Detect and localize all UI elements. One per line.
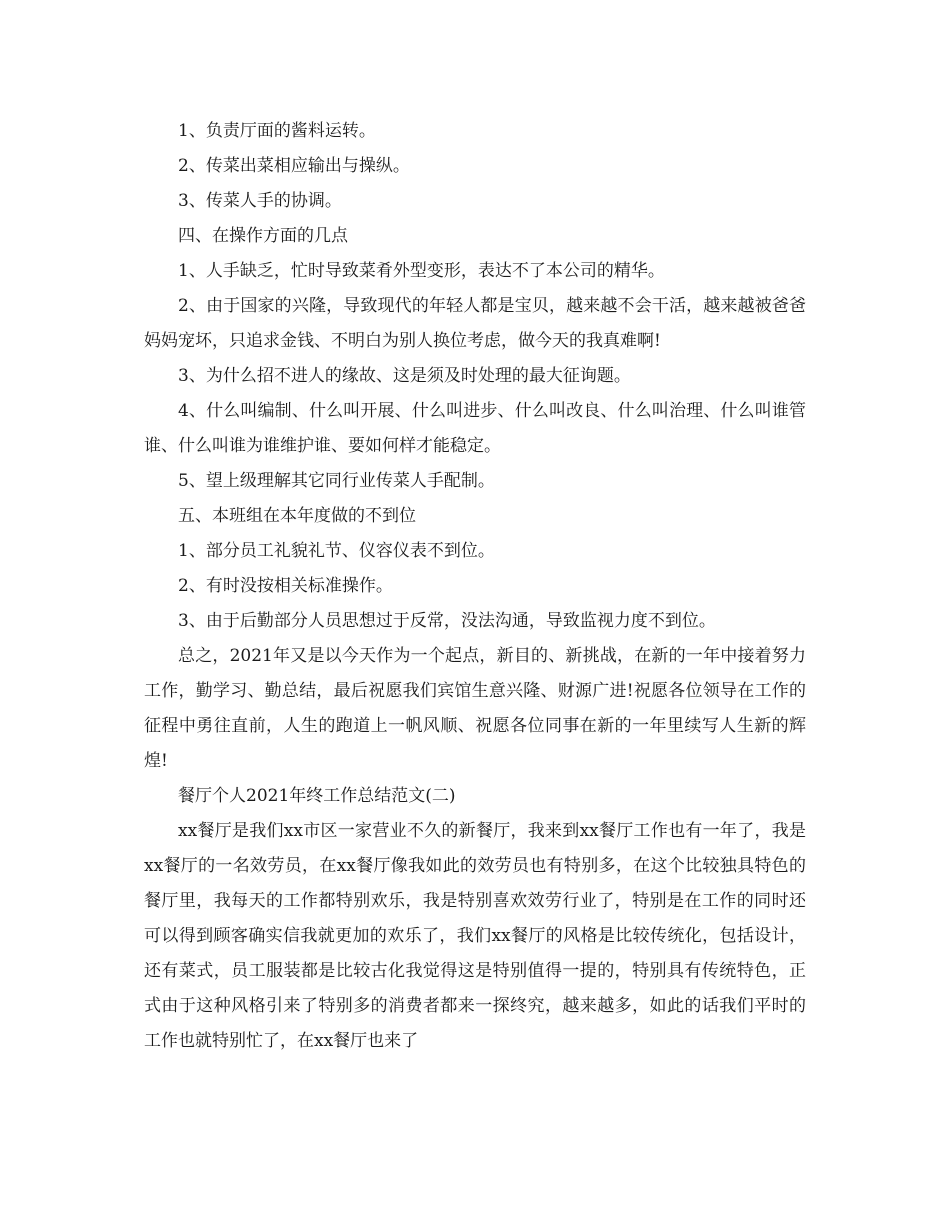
paragraph-shortfall-2: 2、有时没按相关标准操作。 (178, 576, 393, 596)
paragraph-operation-4: 4、什么叫编制、什么叫开展、什么叫进步、什么叫改良、什么叫治理、什么叫谁管谁、什么叫谁为谁维护谁、要如何样才能稳定。 (144, 401, 806, 456)
paragraph-intro-part-two: xx餐厅是我们xx市区一家营业不久的新餐厅，我来到xx餐厅工作也有一年了，我是xx餐厅的一名效劳员，在xx餐厅像我如此的效劳员也有特别多，在这个比较独具特色的餐厅里，我每天的工作都特别欢乐，我是特别喜欢效劳行业了，特别是在工作的同时还可以得到顾客确实信我就更加的欢乐了，我们xx餐厅的风格是比较传统化，包括设计，还有菜式，员工服装都是比较古化我觉得这是特别值得一提的，特别具有传统特色，正式由于这种风格引来了特别多的消费者都来一探终究，越来越多，如此的话我们平时的工作也就特别忙了，在xx餐厅也来了 (144, 821, 806, 1051)
paragraph-operation-3: 3、为什么招不进人的缘故、这是须及时处理的最大征询题。 (178, 366, 631, 386)
document-body (144, 114, 806, 1059)
paragraph-operation-5: 5、望上级理解其它同行业传菜人手配制。 (178, 471, 495, 491)
paragraph-duty-2: 2、传菜出菜相应输出与操纵。 (178, 156, 410, 176)
section-heading-four: 四、在操作方面的几点 (178, 226, 348, 246)
paragraph-duty-3: 3、传菜人手的协调。 (178, 191, 342, 211)
paragraph-duty-1: 1、负责厅面的酱料运转。 (178, 121, 376, 141)
paragraph-operation-2: 2、由于国家的兴隆，导致现代的年轻人都是宝贝，越来越不会干活，越来越被爸爸妈妈宠坏，只追求金钱、不明白为别人换位考虑，做今天的我真难啊! (144, 296, 806, 351)
section-heading-five: 五、本班组在本年度做的不到位 (178, 506, 416, 526)
paragraph-shortfall-1: 1、部分员工礼貌礼节、仪容仪表不到位。 (178, 541, 495, 561)
paragraph-shortfall-3: 3、由于后勤部分人员思想过于反常，没法沟通，导致监视力度不到位。 (178, 611, 716, 631)
paragraph-conclusion: 总之，2021年又是以今天作为一个起点，新目的、新挑战，在新的一年中接着努力工作，勤学习、勤总结，最后祝愿我们宾馆生意兴隆、财源广进!祝愿各位领导在工作的征程中勇往直前，人生的跑道上一帆风顺、祝愿各位同事在新的一年里续写人生新的辉煌! (144, 646, 806, 771)
paragraph-operation-1: 1、人手缺乏，忙时导致菜肴外型变形，表达不了本公司的精华。 (178, 261, 665, 281)
subtitle-part-two: 餐厅个人2021年终工作总结范文(二) (178, 786, 456, 806)
